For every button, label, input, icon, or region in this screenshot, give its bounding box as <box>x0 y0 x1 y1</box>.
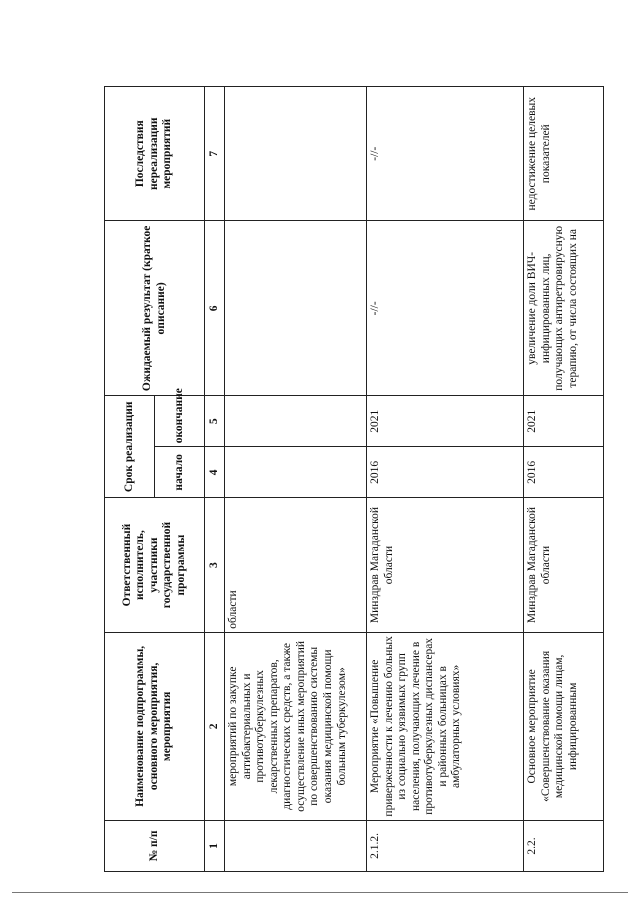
header-consequences: Последствия нереализации мероприятий <box>105 87 205 221</box>
header-end: окончание <box>155 396 205 447</box>
table-row <box>524 87 604 872</box>
row-executor: Минздрав Магаданской области <box>367 498 524 632</box>
row-name: Мероприятие «Повышение приверженности к лечению больных из социально уязвимых групп населения, получающих лечение в противотуберкулезных диспансерах и районных больницах в амбулаторных условиях» <box>367 632 524 820</box>
row-name: Основное мероприятие «Совершенствование оказания медицинской помощи лицам, инфицированным <box>524 632 604 820</box>
row-consequences: недостижение целевых показателей <box>524 87 604 221</box>
program-measures-table <box>104 86 604 872</box>
row-end <box>225 396 367 447</box>
page-bottom-rule <box>12 892 628 893</box>
row-result: увеличение доли ВИЧ-инфицированных лиц, получающих антиретровирусную терапию, от числа состоящих на <box>524 221 604 396</box>
col-number: 6 <box>205 221 225 396</box>
col-number: 7 <box>205 87 225 221</box>
row-num: 2.1.2. <box>367 820 524 871</box>
row-result <box>225 221 367 396</box>
row-result: -//- <box>367 221 524 396</box>
table-row <box>225 87 367 872</box>
rotated-table-container <box>104 86 603 872</box>
row-executor: Минздрав Магаданской области <box>524 498 604 632</box>
row-end: 2021 <box>367 396 524 447</box>
row-start <box>225 447 367 498</box>
row-start: 2016 <box>524 447 604 498</box>
col-number: 3 <box>205 498 225 632</box>
row-num: 2.2. <box>524 820 604 871</box>
row-end: 2021 <box>524 396 604 447</box>
row-num <box>225 820 367 871</box>
header-num: № п/п <box>105 820 205 871</box>
row-consequences: -//- <box>367 87 524 221</box>
header-term: Срок реализации <box>105 396 155 498</box>
col-number: 5 <box>205 396 225 447</box>
row-start: 2016 <box>367 447 524 498</box>
row-consequences <box>225 87 367 221</box>
col-number: 4 <box>205 447 225 498</box>
header-row <box>105 87 155 872</box>
table-row <box>367 87 524 872</box>
header-executor: Ответственный исполнитель, участники государственной программы <box>105 498 205 632</box>
col-number: 1 <box>205 820 225 871</box>
header-name: Наименование подпрограммы, основного мероприятия, мероприятия <box>105 632 205 820</box>
col-number: 2 <box>205 632 225 820</box>
header-start: начало <box>155 447 205 498</box>
header-result: Ожидаемый результат (краткое описание) <box>105 221 205 396</box>
row-name: мероприятий по закупке антибактериальных и противотуберкулезных лекарственных препаратов, диагностических средств, а также осуществление иных мероприятий по совершенствованию системы оказания медицинской помощи больным туберкулезом» <box>225 632 367 820</box>
column-number-row <box>205 87 225 872</box>
row-executor: области <box>225 498 367 632</box>
